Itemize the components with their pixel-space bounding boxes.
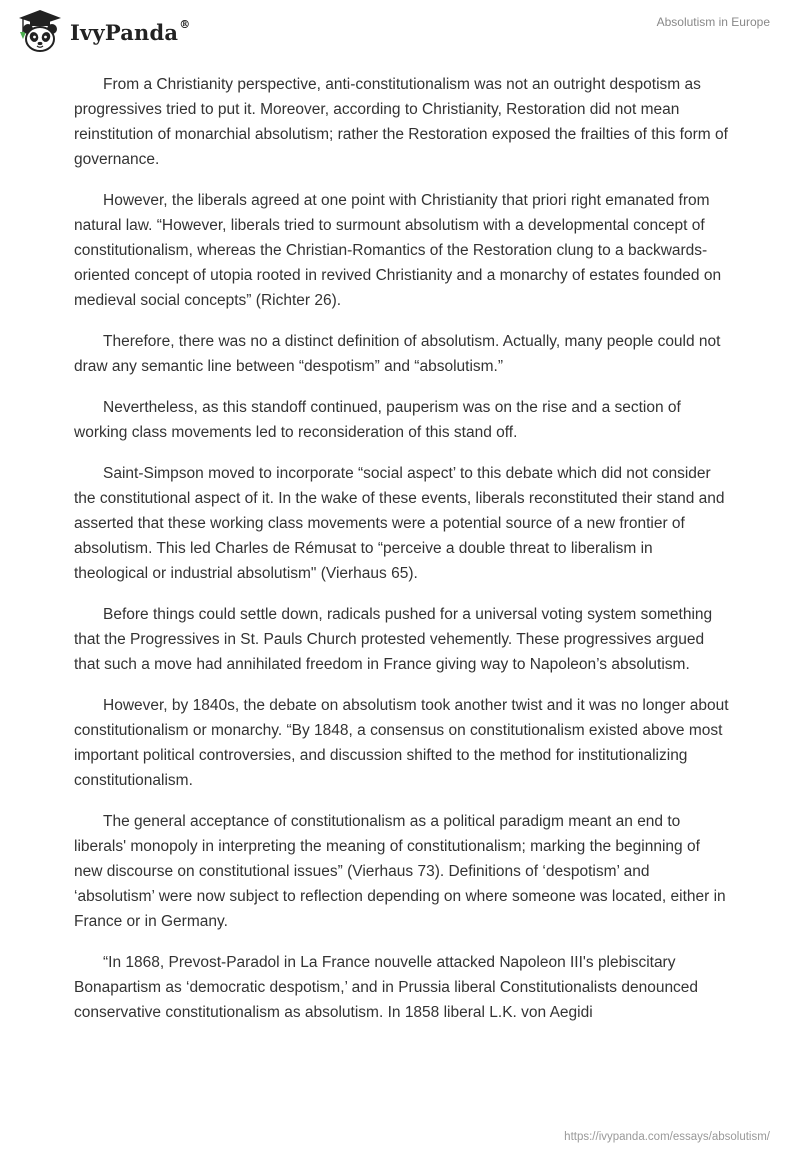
paragraph: Nevertheless, as this standoff continued, pauperism was on the rise and a section of working class movements led to reconsideration of this stand off. — [74, 399, 681, 441]
paragraph: The general acceptance of constitutionalism as a political paradigm meant an end to liberals' monopoly in interpreting the meaning of constitutionalism; marking the beginning of new discourse on constitutional issues” (Vierhaus 73). Definitions of ‘despotism’ and ‘absolutism’ were now subject to reflection depending on where someone was located, either in France or in Germany. — [74, 813, 726, 930]
brand-name — [70, 17, 191, 45]
paragraph: However, the liberals agreed at one point with Christianity that priori right emanated from natural law. “However, liberals tried to surmount absolutism with a developmental concept of constitutionalism, whereas the Christian-Romantics of the Restoration clung to a backwards-oriented concept of utopia rooted in revived Christianity and a monarchy of estates founded on medieval social concepts” (Richter 26). — [74, 192, 722, 309]
brand-text: IvyPanda — [70, 19, 179, 45]
paragraph: However, by 1840s, the debate on absolutism took another twist and it was no longer about constitutionalism or monarchy. “By 1848, a consensus on constitutionalism existed above most important political controversies, and discussion shifted to the method for institutionalizing constitutionalism. — [74, 697, 729, 789]
paragraph: Therefore, there was no a distinct definition of absolutism. Actually, many people could not draw any semantic line between “despotism” and “absolutism.” — [74, 333, 721, 375]
source-url[interactable]: https://ivypanda.com/essays/absolutism/ — [564, 1131, 770, 1143]
document-title: Absolutism in Europe — [656, 15, 770, 29]
logo[interactable] — [14, 8, 190, 54]
paragraph: Before things could settle down, radicals pushed for a universal voting system something that the Progressives in St. Pauls Church protested vehemently. These progressives argued that such a move had annihilated freedom in France giving way to Napoleon’s absolutism. — [74, 606, 713, 673]
registered-mark: ® — [179, 17, 191, 31]
paragraph: From a Christianity perspective, anti-constitutionalism was not an outright despotism as progressives tried to put it. Moreover, according to Christianity, Restoration did not mean reinstitution of monarchial absolutism; rather the Restoration exposed the frailties of this form of governance. — [74, 76, 728, 168]
panda-graduate-icon — [14, 8, 66, 54]
paragraph: “In 1868, Prevost-Paradol in La France nouvelle attacked Napoleon III's plebiscitary Bonapartism as ‘democratic despotism,’ and in Prussia liberal Constitutionalists denounced conservative constitutionalism as absolutism. In 1858 liberal L.K. von Aegidi — [74, 954, 699, 1021]
page-header — [0, 0, 800, 60]
essay-body — [74, 72, 730, 1041]
paragraph: Saint-Simpson moved to incorporate “social aspect’ to this debate which did not consider the constitutional aspect of it. In the wake of these events, liberals reconstituted their stand and asserted that these working class movements were a potential source of a new frontier of absolutism. This led Charles de Rémusat to “perceive a double threat to liberalism in theological or industrial absolutism" (Vierhaus 65). — [74, 465, 725, 582]
